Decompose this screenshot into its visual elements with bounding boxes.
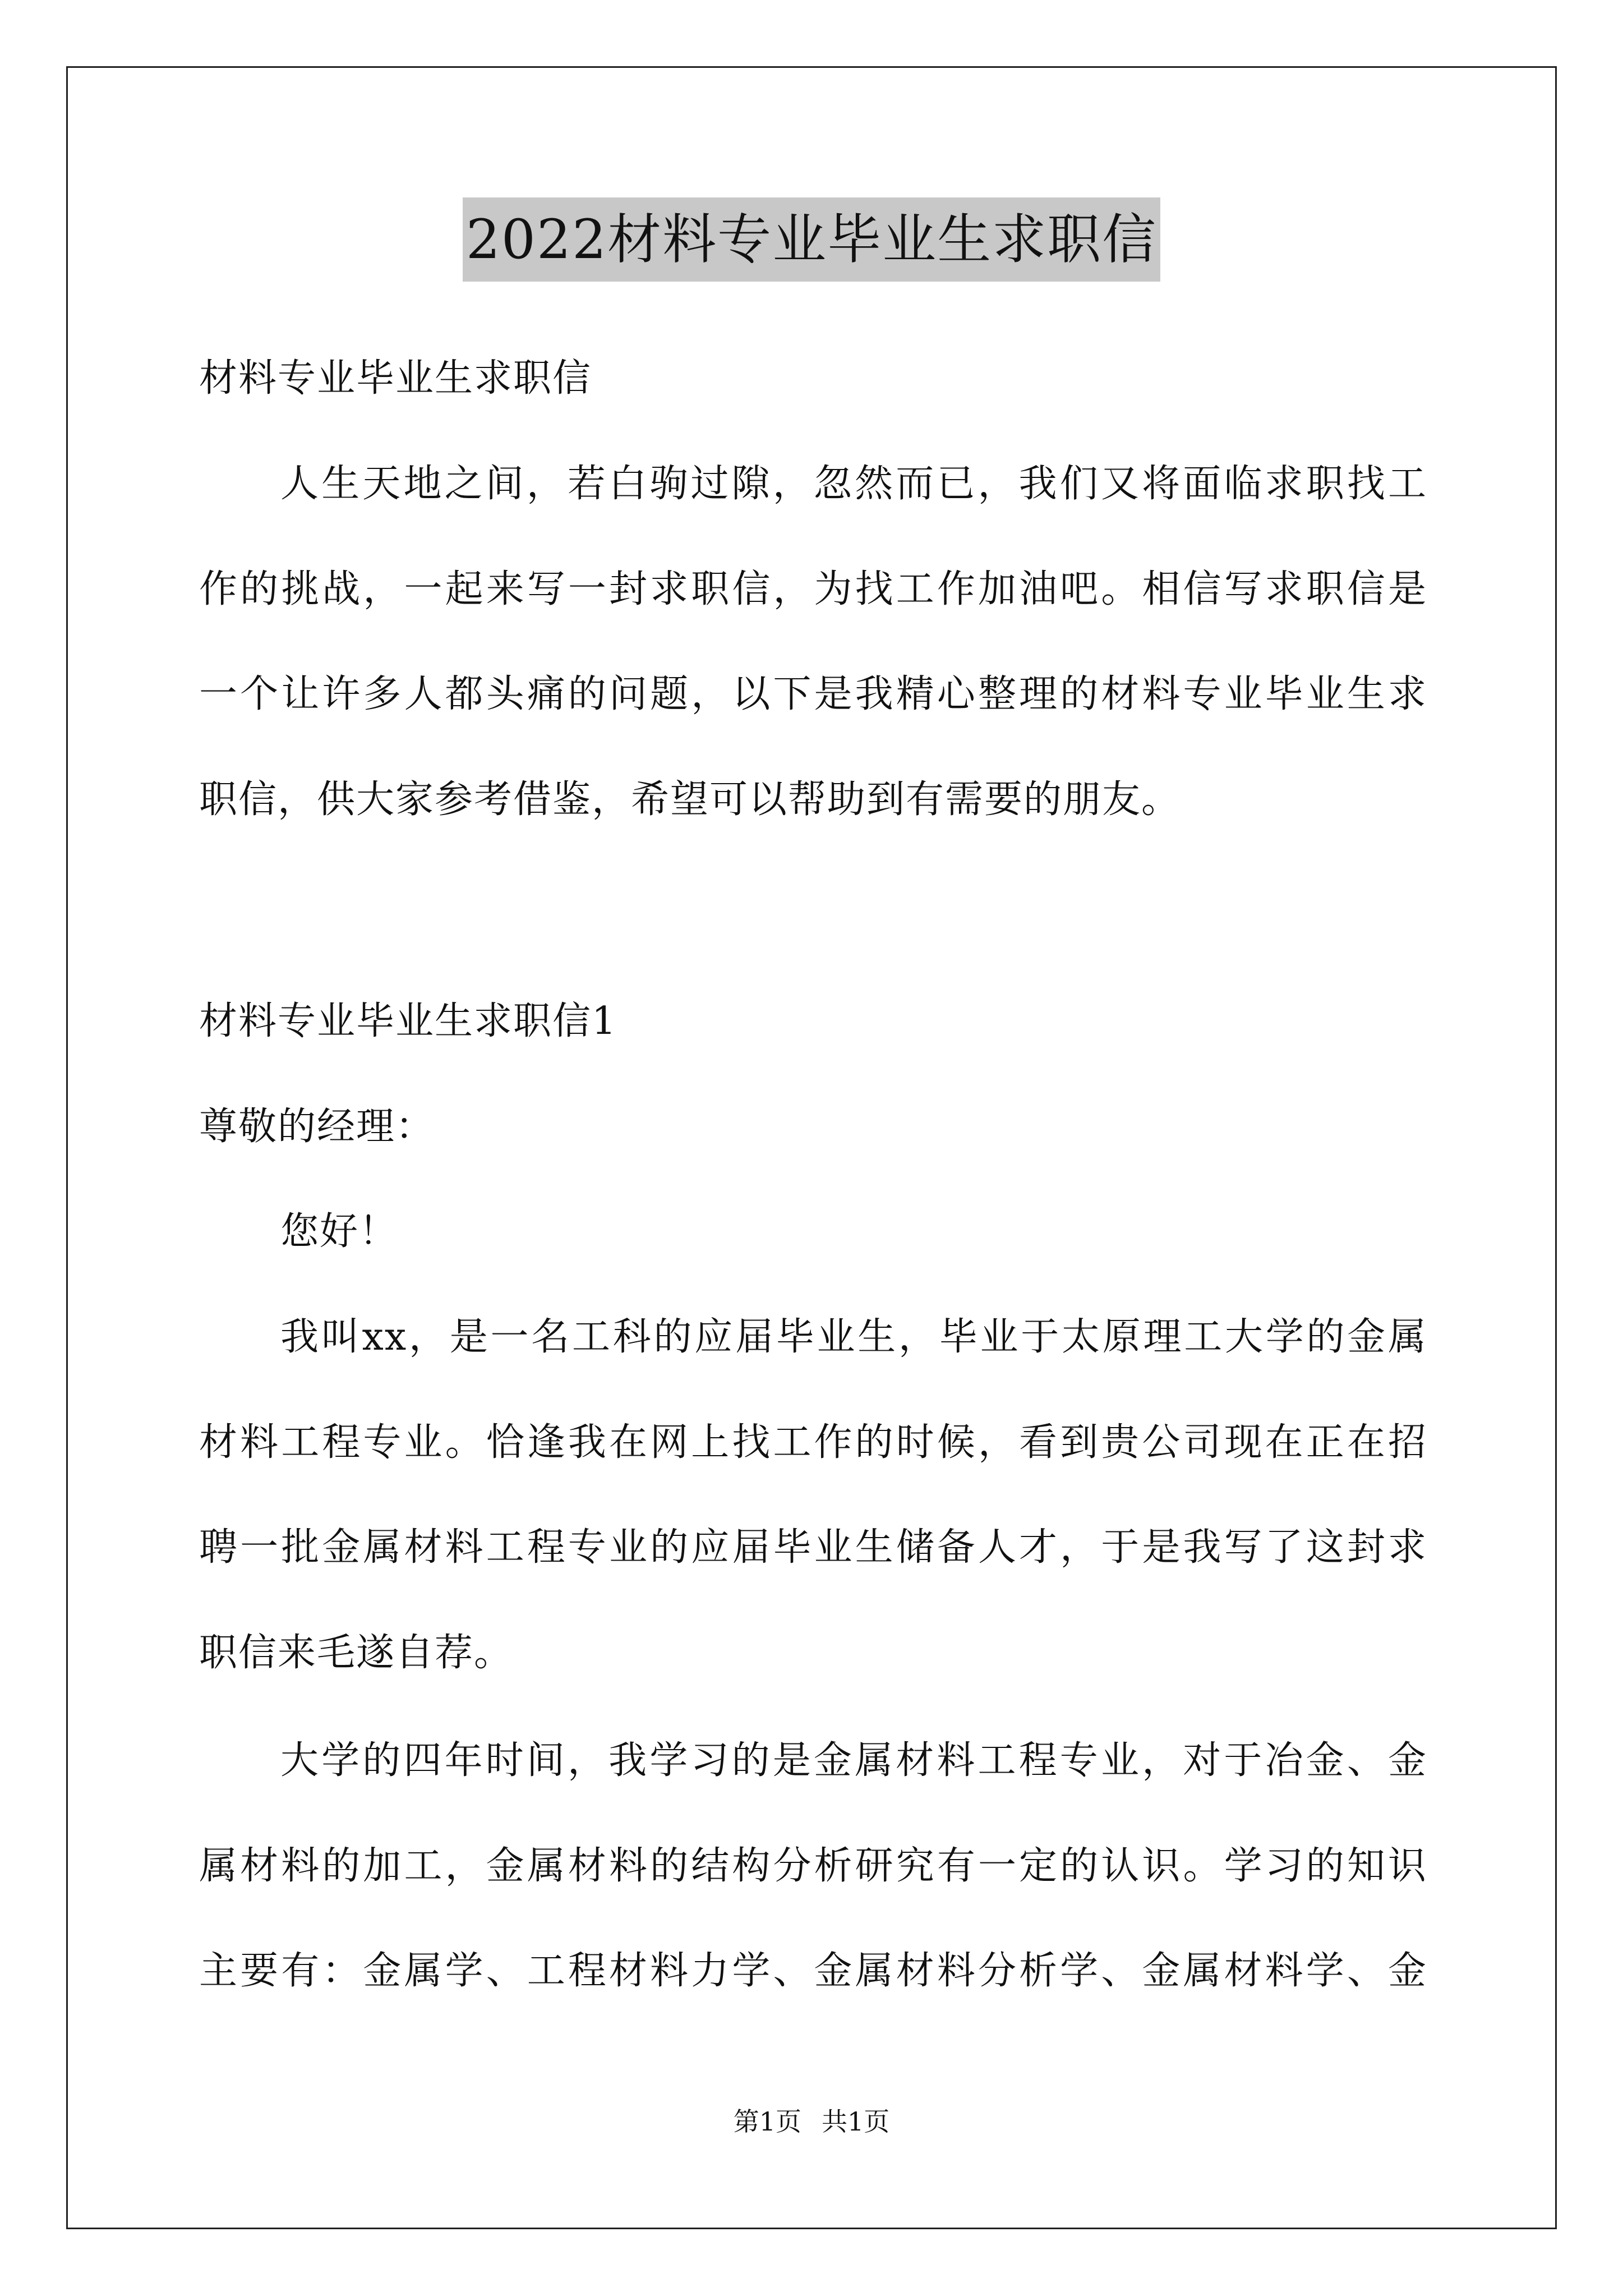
paragraph-line: 作的挑战，一起来写一封求职信，为找工作加油吧。相信写求职信是	[199, 567, 1427, 611]
section-heading: 材料专业毕业生求职信1	[199, 999, 617, 1043]
paragraph-line: 材料工程专业。恰逢我在网上找工作的时候，看到贵公司现在正在招	[199, 1420, 1427, 1465]
page-number: 第1页	[733, 2106, 801, 2137]
paragraph-line: 大学的四年时间，我学习的是金属材料工程专业，对于冶金、金	[280, 1738, 1427, 1783]
paragraph-line: 一个让许多人都头痛的问题，以下是我精心整理的材料专业毕业生求	[199, 672, 1427, 716]
paragraph-line: 聘一批金属材料工程专业的应届毕业生储备人才，于是我写了这封求	[199, 1525, 1427, 1570]
paragraph-line: 职信，供大家参考借鉴，希望可以帮助到有需要的朋友。	[199, 777, 1181, 822]
paragraph-line: 我叫xx，是一名工科的应届毕业生，毕业于太原理工大学的金属	[280, 1315, 1427, 1359]
page-total: 共1页	[822, 2106, 890, 2137]
greeting: 您好！	[280, 1209, 399, 1254]
paragraph-line: 属材料的加工，金属材料的结构分析研究有一定的认识。学习的知识	[199, 1844, 1427, 1888]
salutation: 尊敬的经理：	[199, 1105, 435, 1149]
paragraph-line: 职信来毛遂自荐。	[199, 1631, 514, 1675]
title-container	[0, 197, 1623, 282]
page-footer	[0, 2105, 1623, 2138]
subtitle: 材料专业毕业生求职信	[199, 356, 592, 401]
document-title: 2022材料专业毕业生求职信	[463, 197, 1160, 282]
paragraph-line: 主要有：金属学、工程材料力学、金属材料分析学、金属材料学、金	[199, 1949, 1427, 1993]
paragraph-line: 人生天地之间，若白驹过隙，忽然而已，我们又将面临求职找工	[280, 462, 1427, 506]
